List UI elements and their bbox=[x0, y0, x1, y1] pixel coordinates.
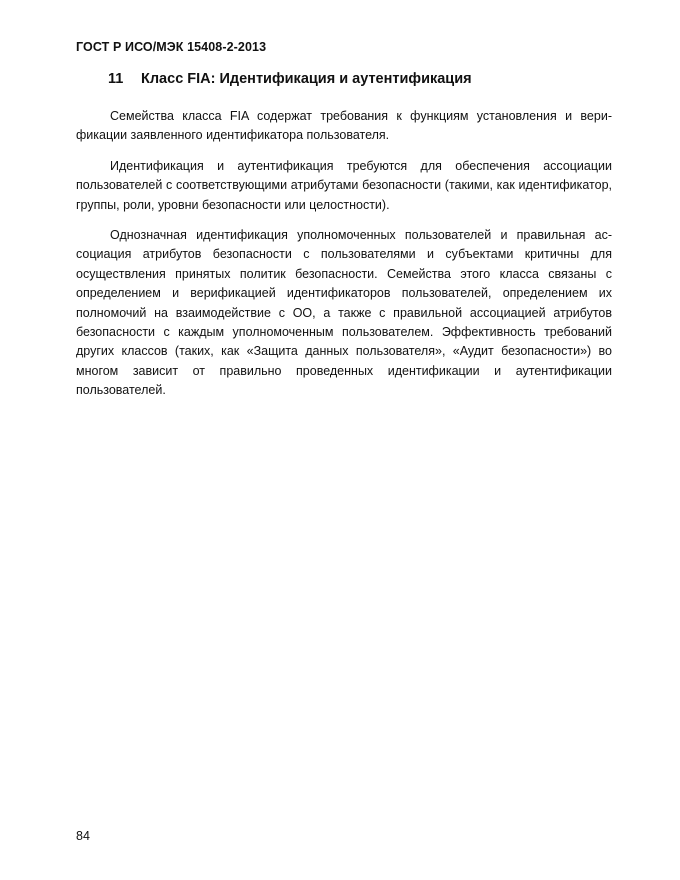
section-number: 11 bbox=[108, 71, 124, 87]
section-title: Класс FIA: Идентификация и аутентификация bbox=[141, 71, 472, 87]
page-number: 84 bbox=[76, 829, 90, 843]
paragraph-1: Семейства класса FIA содержат требования к функциям установления и верификации заявленного идентификатора пользователя. bbox=[76, 109, 612, 143]
paragraph-3: Однозначная идентификация уполномоченных пользователей и правильная ассоциация атрибутов безопасности с пользователями и субъектами критичны для осуществления принятых политик безопасности. Семейства этого класса связаны с определением и верификацией идентификаторов пользователей, определением их полномочий на взаимодействие с ОО, а также с правильной ассоциацией атрибутов безопасности с каждым уполномоченным пользователем. Эффективность требований других классов (таких, как «Защита данных пользователя», «Аудит безопасности») во многом зависит от правильно проведенных идентификации и аутентификации пользователей. bbox=[76, 228, 612, 398]
standard-code-header: ГОСТ Р ИСО/МЭК 15408-2-2013 bbox=[76, 40, 267, 54]
section-body bbox=[76, 107, 612, 412]
paragraph-2: Идентификация и аутентификация требуются для обеспечения ассоциации пользователей с соответствующими атрибутами безопасности (такими, как идентификатор, группы, роли, уровни безопасности или целостности). bbox=[76, 158, 612, 212]
section-heading bbox=[108, 71, 472, 87]
